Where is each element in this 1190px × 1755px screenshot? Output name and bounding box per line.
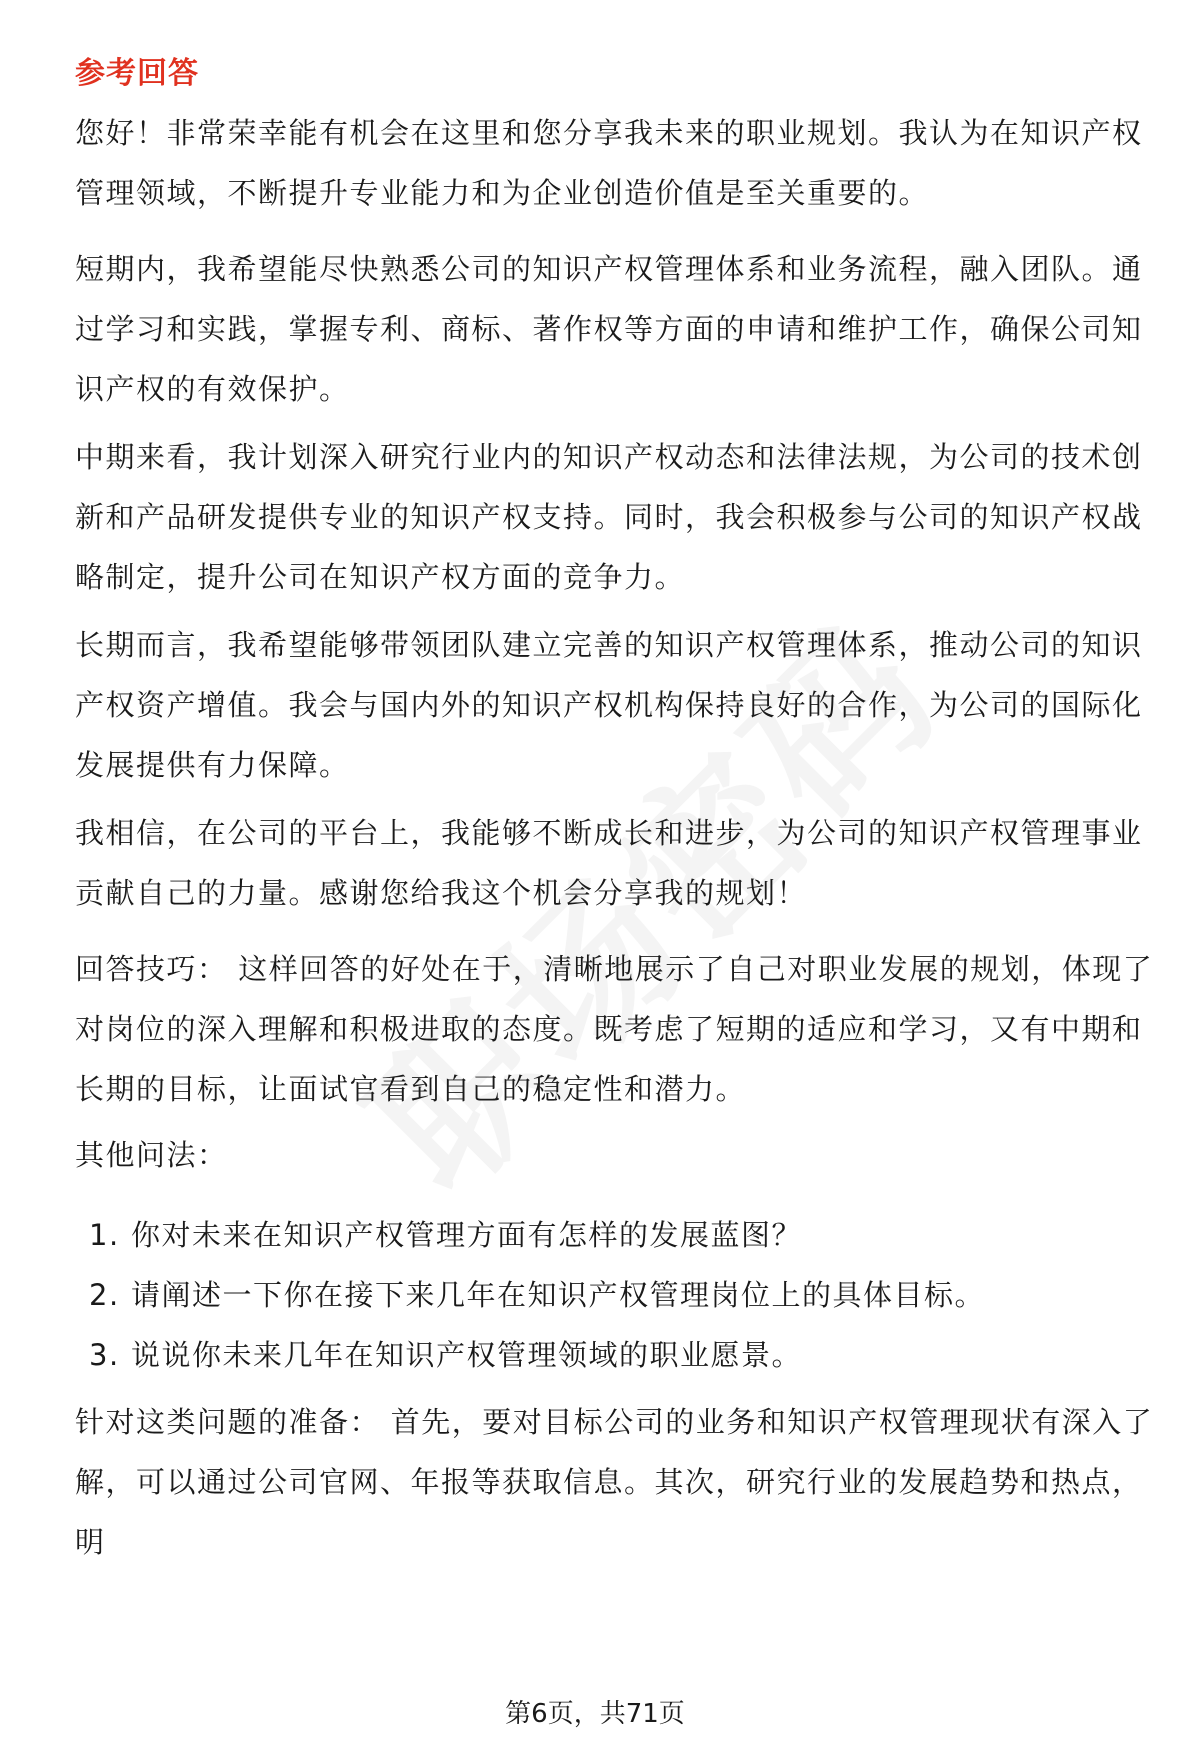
paragraph-short-term: 短期内，我希望能尽快熟悉公司的知识产权管理体系和业务流程，融入团队。通过学习和实践，掌握专利、商标、著作权等方面的申请和维护工作，确保公司知识产权的有效保护。 [75, 252, 1143, 406]
list-item-text: 说说你未来几年在知识产权管理领域的职业愿景。 [131, 1338, 803, 1372]
list-item-number: 2. [89, 1278, 120, 1312]
list-item [75, 1205, 1165, 1265]
list-item-number: 3. [89, 1338, 120, 1372]
other-questions-list [75, 1205, 1165, 1385]
paragraph-other-questions-label: 其他问法： [75, 1138, 228, 1172]
paragraph-intro: 您好！非常荣幸能有机会在这里和您分享我未来的职业规划。我认为在知识产权管理领域，不断提升专业能力和为企业创造价值是至关重要的。 [75, 116, 1143, 210]
list-item-text: 请阐述一下你在接下来几年在知识产权管理岗位上的具体目标。 [131, 1278, 986, 1312]
list-item-number: 1. [89, 1218, 120, 1252]
paragraph-mid-term: 中期来看，我计划深入研究行业内的知识产权动态和法律法规，为公司的技术创新和产品研发提供专业的知识产权支持。同时，我会积极参与公司的知识产权战略制定，提升公司在知识产权方面的竞争力。 [75, 440, 1143, 594]
section-heading: 参考回答 [75, 56, 199, 91]
list-item [75, 1265, 1165, 1325]
paragraph-preparation: 针对这类问题的准备： 首先，要对目标公司的业务和知识产权管理现状有深入了解，可以通过公司官网、年报等获取信息。其次，研究行业的发展趋势和热点，明 [75, 1405, 1154, 1559]
paragraph-conclusion: 我相信，在公司的平台上，我能够不断成长和进步，为公司的知识产权管理事业贡献自己的力量。感谢您给我这个机会分享我的规划！ [75, 816, 1143, 910]
paragraph-answer-tips: 回答技巧： 这样回答的好处在于，清晰地展示了自己对职业发展的规划，体现了对岗位的深入理解和积极进取的态度。既考虑了短期的适应和学习，又有中期和长期的目标，让面试官看到自己的稳定性和潜力。 [75, 952, 1154, 1106]
page-footer: 第6页，共71页 [505, 1699, 685, 1729]
paragraph-long-term: 长期而言，我希望能够带领团队建立完善的知识产权管理体系，推动公司的知识产权资产增值。我会与国内外的知识产权机构保持良好的合作，为公司的国际化发展提供有力保障。 [75, 628, 1143, 782]
list-item [75, 1325, 1165, 1385]
list-item-text: 你对未来在知识产权管理方面有怎样的发展蓝图？ [131, 1218, 803, 1252]
